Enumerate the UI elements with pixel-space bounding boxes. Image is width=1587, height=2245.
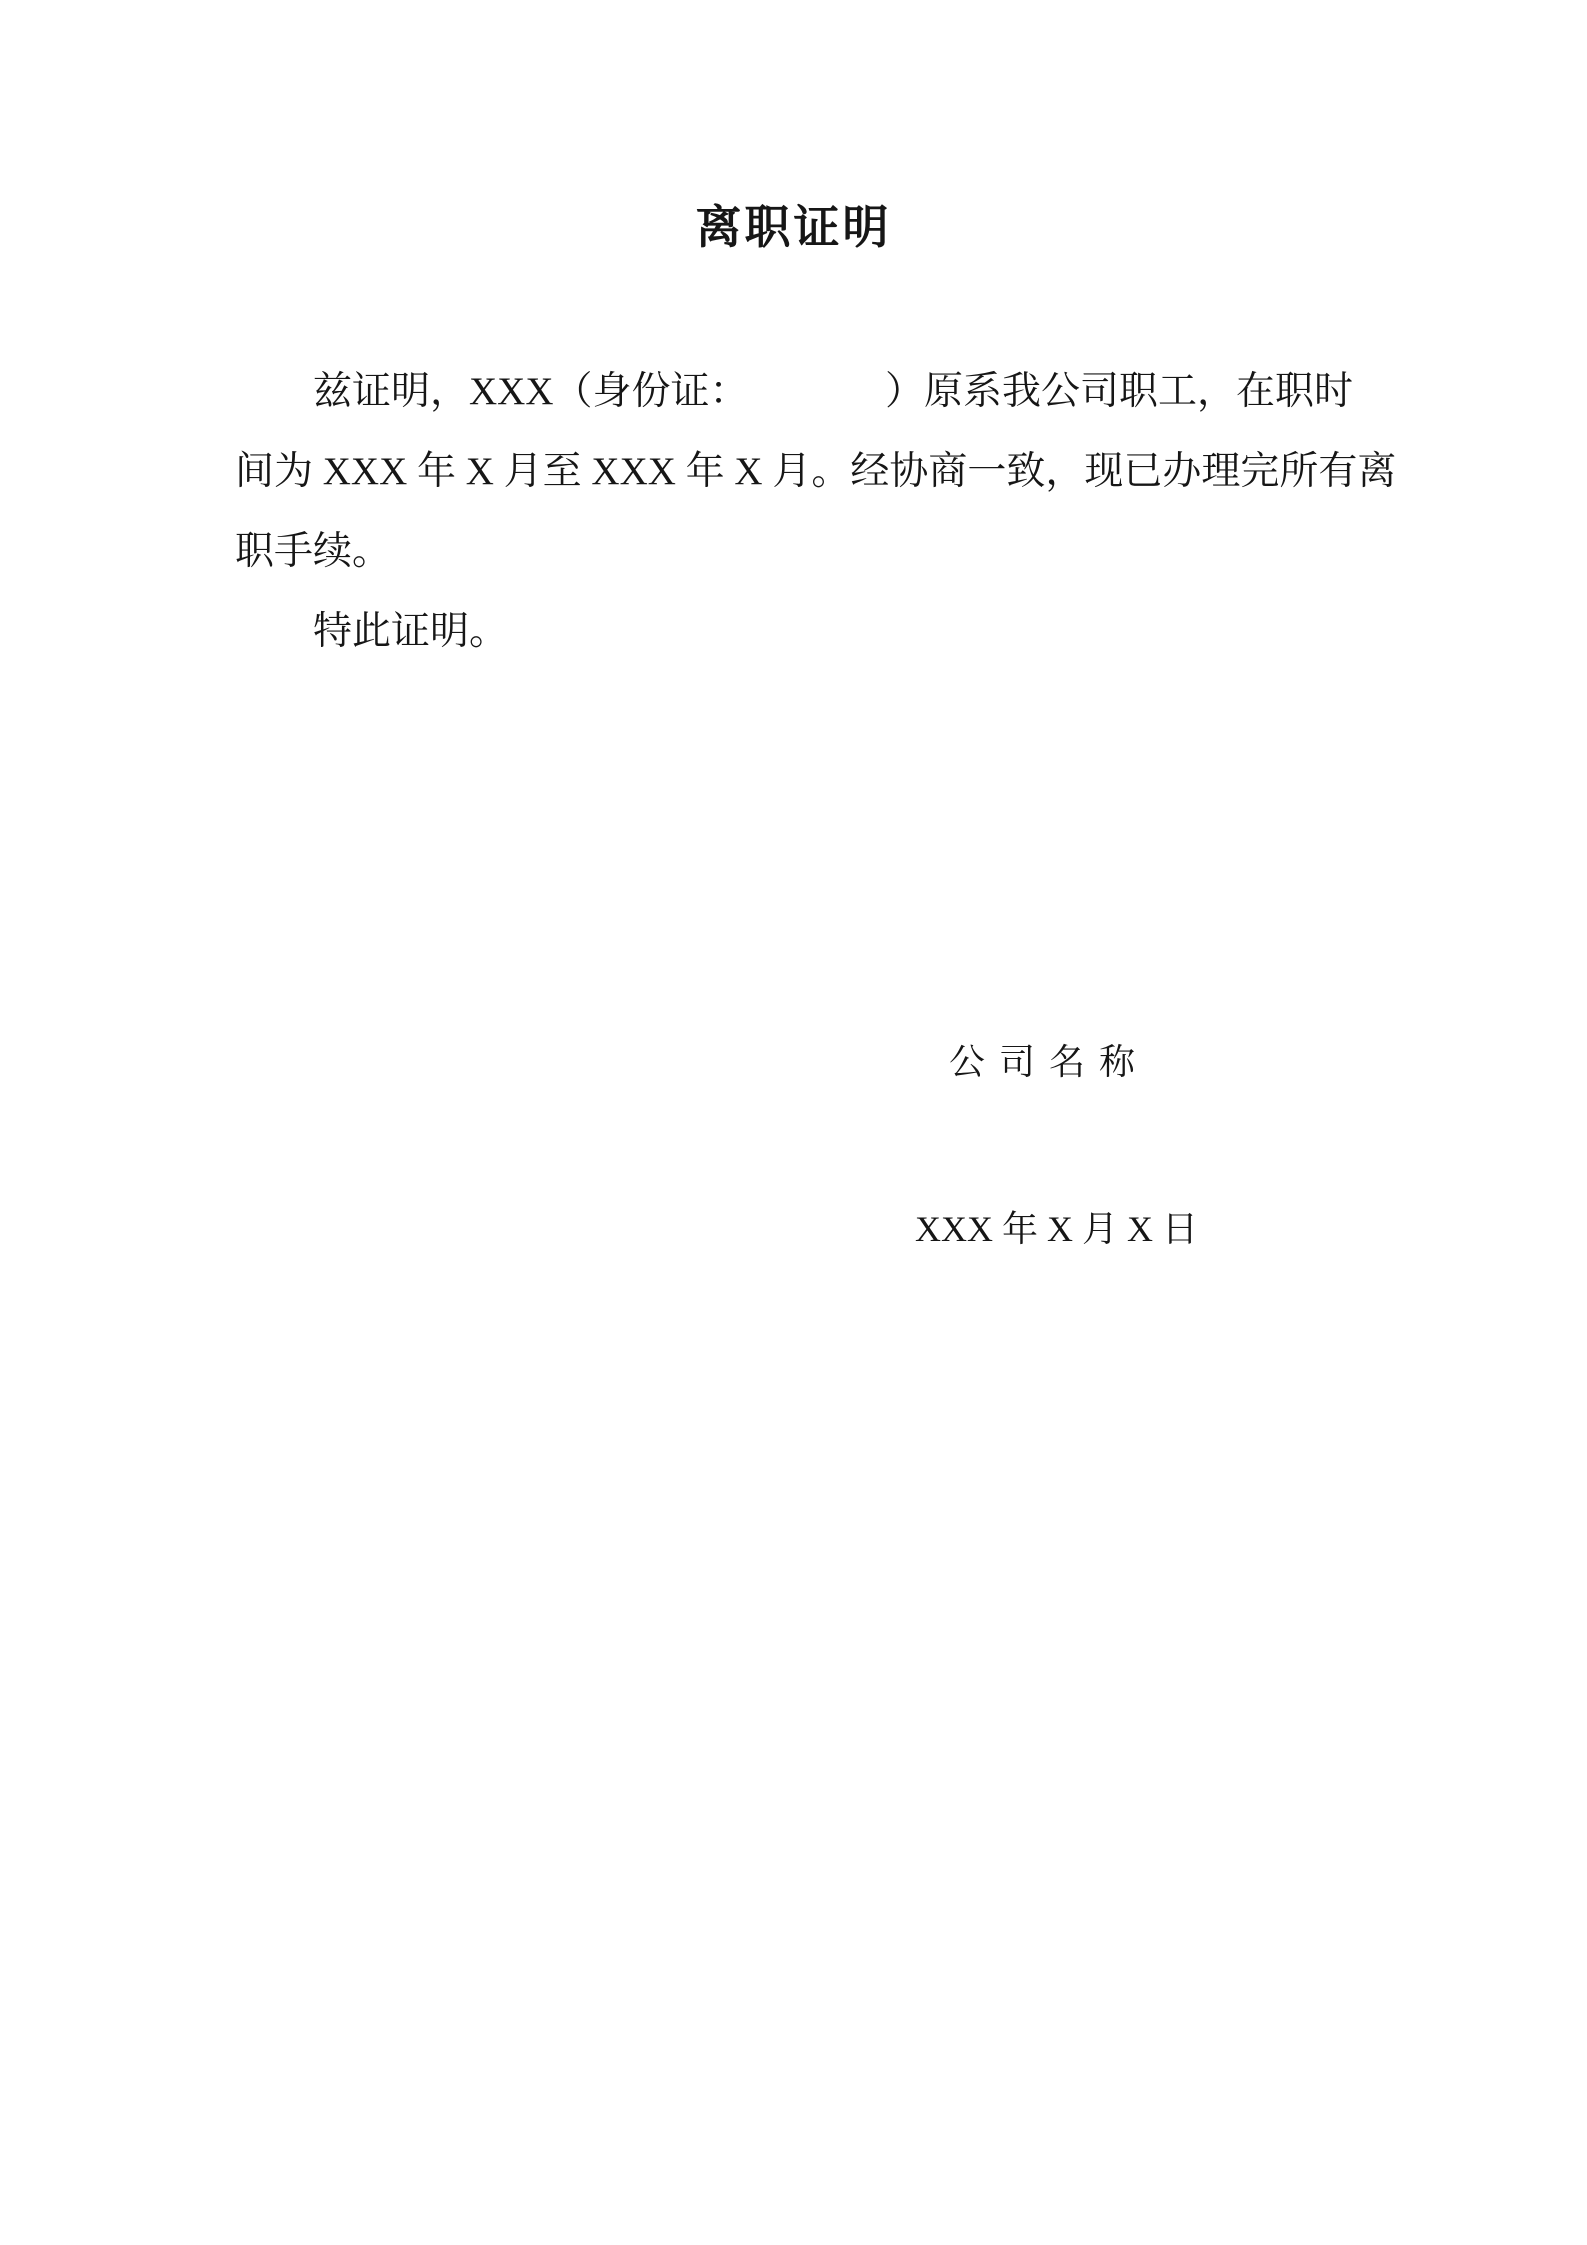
document-title: 离职证明 [695,202,892,253]
body-line-closing: 特此证明。 [313,610,509,653]
body-line-3: 职手续。 [235,530,392,573]
signature-date: XXX 年 X 月 X 日 [915,1209,1198,1249]
body-line-2: 间为 XXX 年 X 月至 XXX 年 X 月。经协商一致，现已办理完所有离 [235,450,1397,493]
signature-company-name: 公司名称 [949,1042,1150,1082]
body-line-1: 兹证明，XXX（身份证： ）原系我公司职工，在职时 [313,370,1353,413]
document-body [235,352,1397,672]
